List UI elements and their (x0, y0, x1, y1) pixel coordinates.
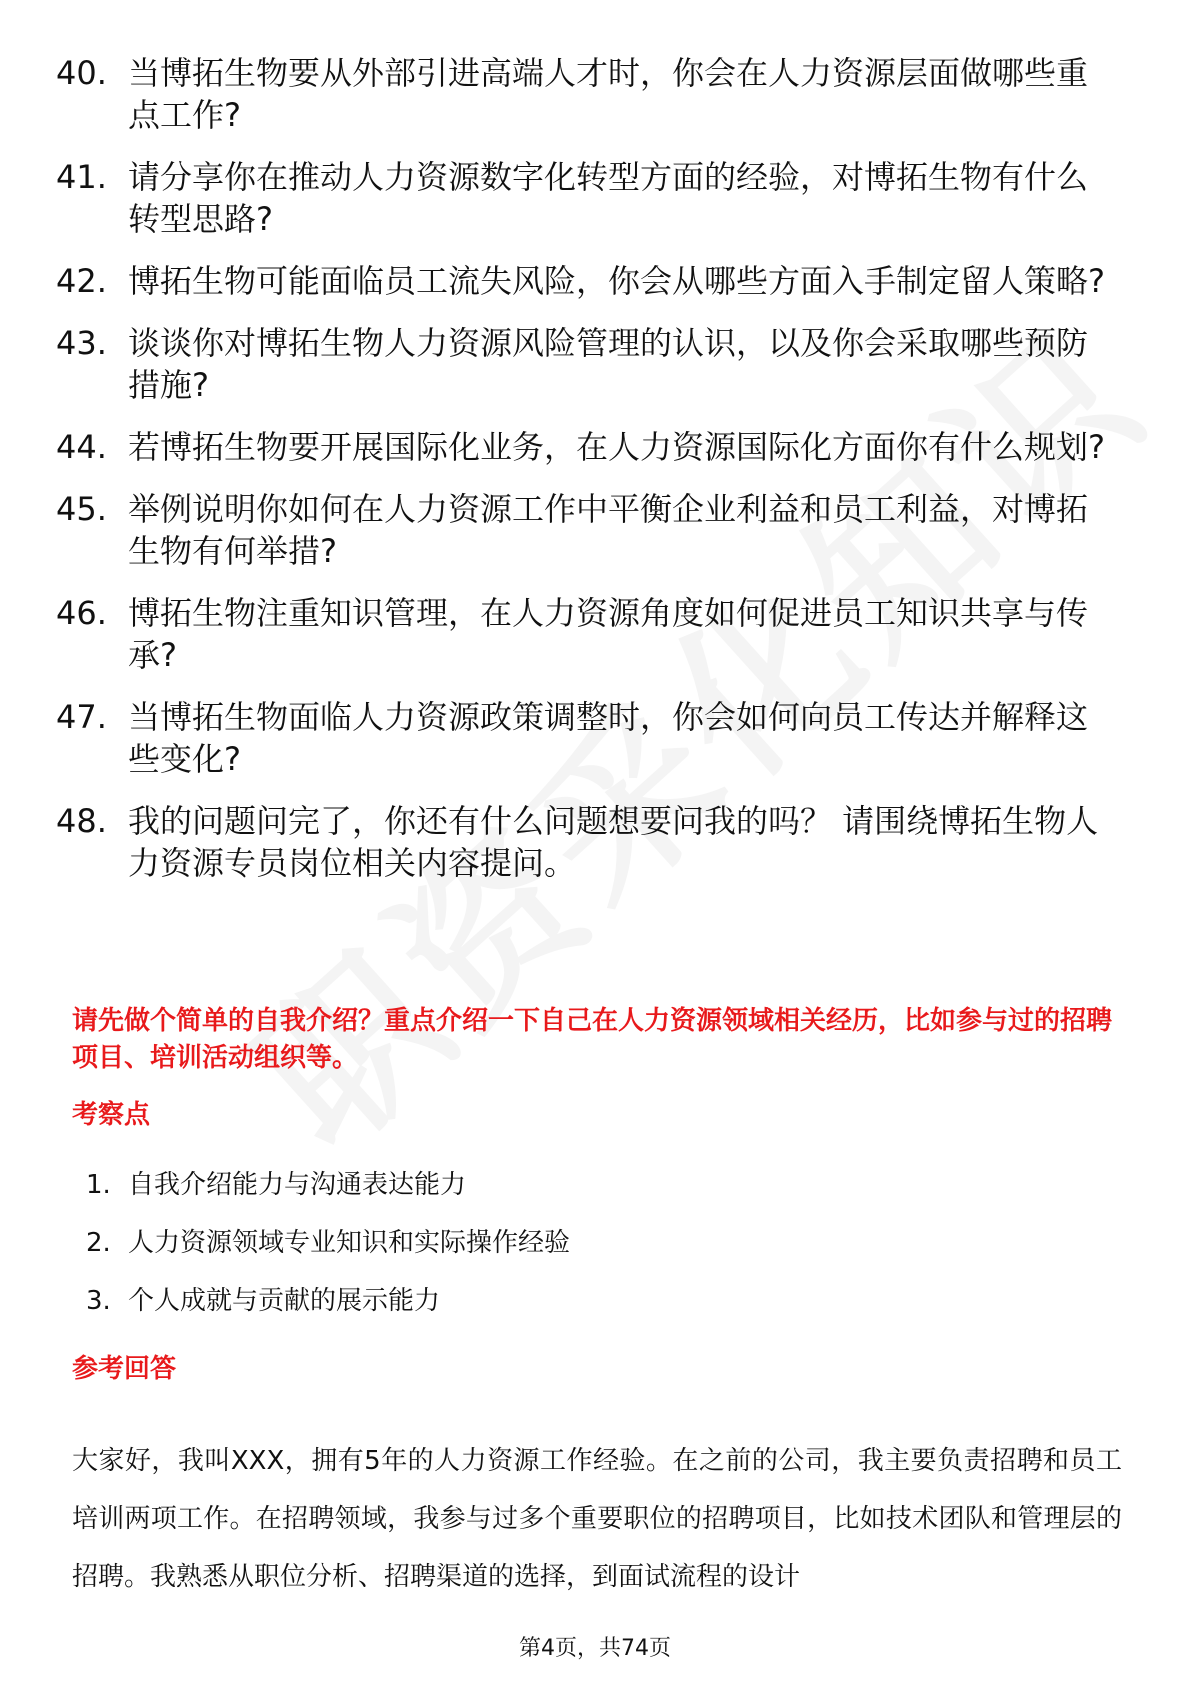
question-item (0, 488, 1118, 572)
question-item (0, 322, 1118, 406)
question-number: 41. (56, 158, 107, 196)
exam-points-title: 考察点 (72, 1100, 151, 1130)
exam-point-number: 3. (86, 1286, 111, 1316)
exam-point-number: 2. (86, 1228, 111, 1258)
question-number: 42. (56, 262, 107, 300)
question-item (0, 52, 1118, 136)
exam-point-text: 人力资源领域专业知识和实际操作经验 (128, 1228, 571, 1258)
exam-point-item (0, 1168, 570, 1202)
question-item (0, 156, 1118, 240)
exam-point-item (0, 1284, 570, 1318)
exam-point-number: 1. (86, 1170, 111, 1200)
exam-points-list (0, 1168, 570, 1342)
reference-answer-title: 参考回答 (72, 1354, 177, 1384)
question-item (0, 592, 1118, 676)
question-item (0, 426, 1118, 468)
question-text: 请分享你在推动人力资源数字化转型方面的经验，对博拓生物有什么转型思路? (128, 158, 1089, 238)
question-number: 44. (56, 428, 107, 466)
question-item (0, 260, 1118, 302)
question-number: 43. (56, 324, 107, 362)
question-text: 博拓生物可能面临员工流失风险，你会从哪些方面入手制定留人策略? (128, 262, 1105, 300)
question-item (0, 800, 1118, 884)
exam-point-item (0, 1226, 570, 1260)
question-number: 47. (56, 698, 107, 736)
question-text: 若博拓生物要开展国际化业务，在人力资源国际化方面你有什么规划? (128, 428, 1105, 466)
question-text: 博拓生物注重知识管理，在人力资源角度如何促进员工知识共享与传承? (128, 594, 1089, 674)
exam-point-text: 自我介绍能力与沟通表达能力 (128, 1170, 467, 1200)
question-number: 40. (56, 54, 107, 92)
question-list (0, 52, 1190, 904)
reference-answer-text: 大家好，我叫XXX，拥有5年的人力资源工作经验。在之前的公司，我主要负责招聘和员工培训两项工作。在招聘领域，我参与过多个重要职位的招聘项目，比如技术团队和管理层的招聘。我熟悉从职位分析、招聘渠道的选择，到面试流程的设计 (72, 1446, 1122, 1592)
question-text: 我的问题问完了，你还有什么问题想要问我的吗？ 请围绕博拓生物人力资源专员岗位相关内容提问。 (128, 802, 1099, 882)
question-number: 48. (56, 802, 107, 840)
question-text: 谈谈你对博拓生物人力资源风险管理的认识，以及你会采取哪些预防措施? (128, 324, 1089, 404)
question-number: 46. (56, 594, 107, 632)
question-item (0, 696, 1118, 780)
page-footer: 第4页，共74页 (519, 1636, 671, 1661)
question-text: 当博拓生物面临人力资源政策调整时，你会如何向员工传达并解释这些变化? (128, 698, 1089, 778)
question-text: 当博拓生物要从外部引进高端人才时，你会在人力资源层面做哪些重点工作? (128, 54, 1089, 134)
question-number: 45. (56, 490, 107, 528)
exam-point-text: 个人成就与贡献的展示能力 (128, 1286, 441, 1316)
question-text: 举例说明你如何在人力资源工作中平衡企业利益和员工利益，对博拓生物有何举措? (128, 490, 1089, 570)
highlight-question: 请先做个简单的自我介绍？重点介绍一下自己在人力资源领域相关经历，比如参与过的招聘项目、培训活动组织等。 (72, 1006, 1113, 1073)
